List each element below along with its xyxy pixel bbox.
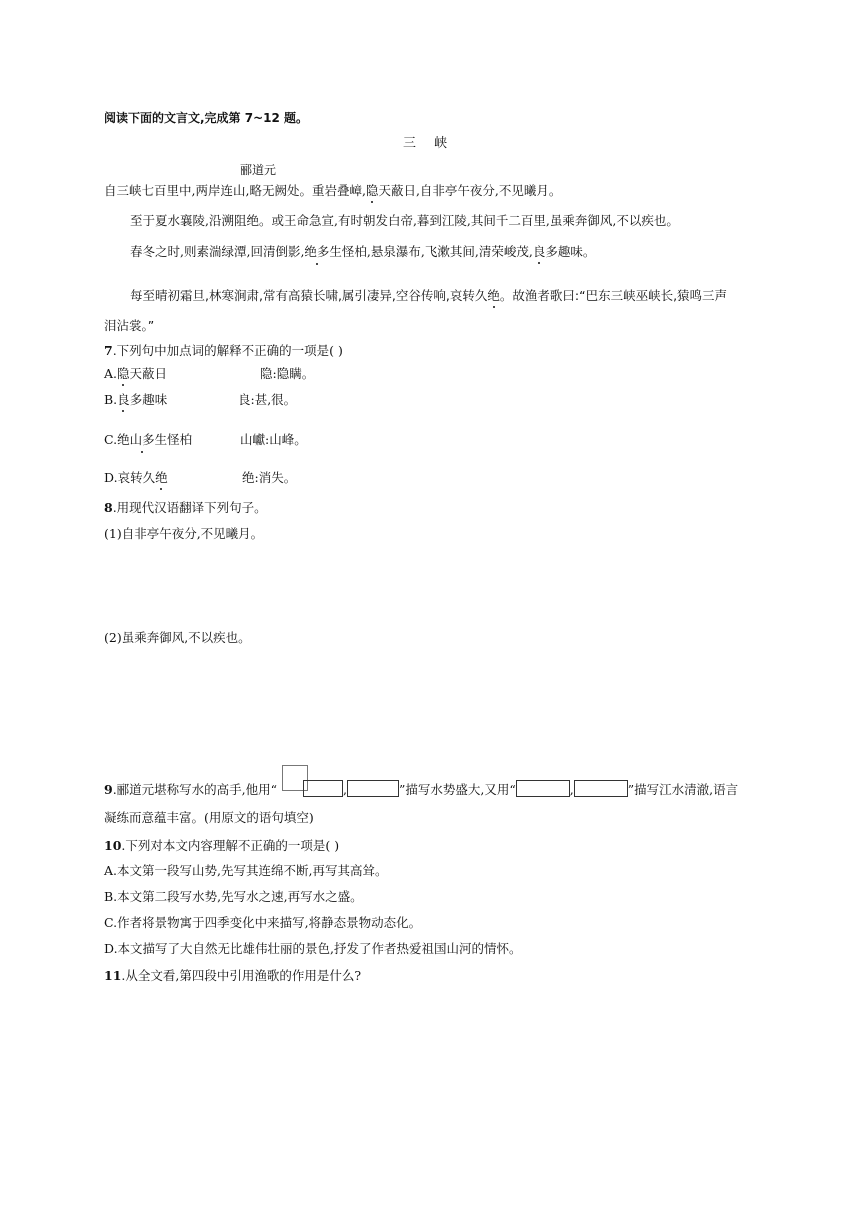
question-9-number: 9	[104, 782, 113, 797]
q7-option-b-gloss: 良:甚,很。	[238, 392, 297, 407]
question-8-sentence-1: (1)自非亭午夜分,不见曦月。	[104, 526, 264, 541]
q7-option-c-phrase-b: 多生怪柏	[142, 432, 193, 447]
question-8-number: 8	[104, 500, 113, 515]
q7-option-d-phrase: 哀转久	[117, 470, 156, 485]
question-9-text-b: ”描写水势盛大,又用“	[399, 782, 516, 797]
q7-option-a-dotted: 隐	[117, 366, 130, 381]
q10-option-d: D.本文描写了大自然无比雄伟壮丽的景色,抒发了作者热爱祖国山河的情怀。	[104, 941, 522, 956]
question-8-stem	[104, 500, 267, 516]
q7-option-d-label: D.	[104, 470, 118, 485]
para3-text-a: 春冬之时,则素湍绿潭,回清倒影,绝	[130, 244, 317, 259]
para1-text-a: 自三峡七百里中,两岸连山,略无阙处。重岩叠嶂,	[104, 183, 366, 198]
question-10-number: 10	[104, 838, 122, 853]
q7-option-c-gloss: 山巘:山峰。	[240, 432, 307, 447]
q7-option-c	[104, 432, 192, 448]
q7-option-b-dotted: 良	[117, 392, 130, 407]
q7-option-a-label: A.	[104, 366, 118, 381]
dotted-char-jue: 绝	[487, 288, 500, 303]
question-11-number: 11	[104, 968, 122, 983]
passage-paragraph-3	[130, 244, 595, 260]
q7-option-b-label: B.	[104, 392, 118, 407]
dotted-char-liang: 良	[532, 244, 546, 259]
reading-instruction: 阅读下面的文言文,完成第 7~12 题。	[104, 111, 309, 125]
q7-option-a-phrase: 天蔽日	[129, 366, 168, 381]
question-7-number: 7	[104, 343, 113, 358]
answer-blank-1[interactable]	[303, 780, 343, 797]
passage-paragraph-2: 至于夏水襄陵,沿溯阻绝。或王命急宣,有时朝发白帝,暮到江陵,其间千二百里,虽乘奔御风,不以疾也。	[130, 213, 679, 228]
q7-option-d-dotted: 绝	[155, 470, 168, 485]
q7-option-c-label: C.	[104, 432, 118, 447]
question-11-text: .从全文看,第四段中引用渔歌的作用是什么?	[121, 968, 362, 983]
q10-option-a: A.本文第一段写山势,先写其连绵不断,再写其高耸。	[104, 863, 388, 878]
passage-author: 郦道元	[240, 163, 277, 177]
question-9-text-c: ”描写江水清澈,语言	[627, 782, 739, 797]
q7-option-b	[104, 392, 167, 408]
question-9-text-a: .郦道元堪称写水的高手,他用“	[112, 782, 278, 797]
answer-blank-4[interactable]	[574, 780, 628, 797]
q7-option-d	[104, 470, 168, 486]
dotted-char-yin: 隐	[365, 183, 379, 198]
q7-option-b-phrase: 多趣味	[129, 392, 168, 407]
question-9-line-2: 凝练而意蕴丰富。(用原文的语句填空)	[104, 810, 314, 825]
question-7-stem	[104, 343, 343, 359]
para4-text-b: 。故渔者歌曰:“巴东三峡巫峡长,猿鸣三声	[499, 288, 728, 303]
passage-paragraph-1	[104, 183, 561, 199]
q7-option-c-phrase-a: 绝山	[117, 432, 143, 447]
question-10-stem	[104, 838, 339, 854]
q10-option-c: C.作者将景物寓于四季变化中来描写,将静态景物动态化。	[104, 915, 422, 930]
answer-blank-2[interactable]	[347, 780, 399, 797]
question-10-text: .下列对本文内容理解不正确的一项是( )	[121, 838, 340, 853]
para1-text-b: 天蔽日,自非亭午夜分,不见曦月。	[378, 183, 562, 198]
passage-paragraph-4-line-1	[130, 288, 727, 304]
question-8-sentence-2: (2)虽乘奔御风,不以疾也。	[104, 630, 251, 645]
para4-text-a: 每至晴初霜旦,林寒涧肃,常有高猿长啸,属引凄异,空谷传响,哀转久	[130, 288, 488, 303]
passage-paragraph-4-line-2: 泪沾裳。”	[104, 318, 155, 333]
question-7-text: .下列句中加点词的解释不正确的一项是( )	[112, 343, 343, 358]
passage-title-text: 三 峡	[403, 136, 448, 151]
para3-text-b: 多生怪柏,悬泉瀑布,飞漱其间,清荣峻茂,	[316, 244, 533, 259]
q7-option-a	[104, 366, 167, 382]
question-11-stem	[104, 968, 361, 984]
q7-option-a-gloss: 隐:隐瞒。	[260, 366, 315, 381]
question-9-line-1: 9.郦道元堪称写水的高手,他用“ , ”描写水势盛大,又用“ , ”描写江水清澈,语言	[104, 782, 739, 797]
q10-option-b: B.本文第二段写水势,先写水之速,再写水之盛。	[104, 889, 363, 904]
question-8-text: .用现代汉语翻译下列句子。	[112, 500, 267, 515]
para3-text-c: 多趣味。	[545, 244, 596, 259]
passage-title	[403, 136, 447, 152]
q7-option-d-gloss: 绝:消失。	[242, 470, 297, 485]
answer-blank-3[interactable]	[516, 780, 570, 797]
